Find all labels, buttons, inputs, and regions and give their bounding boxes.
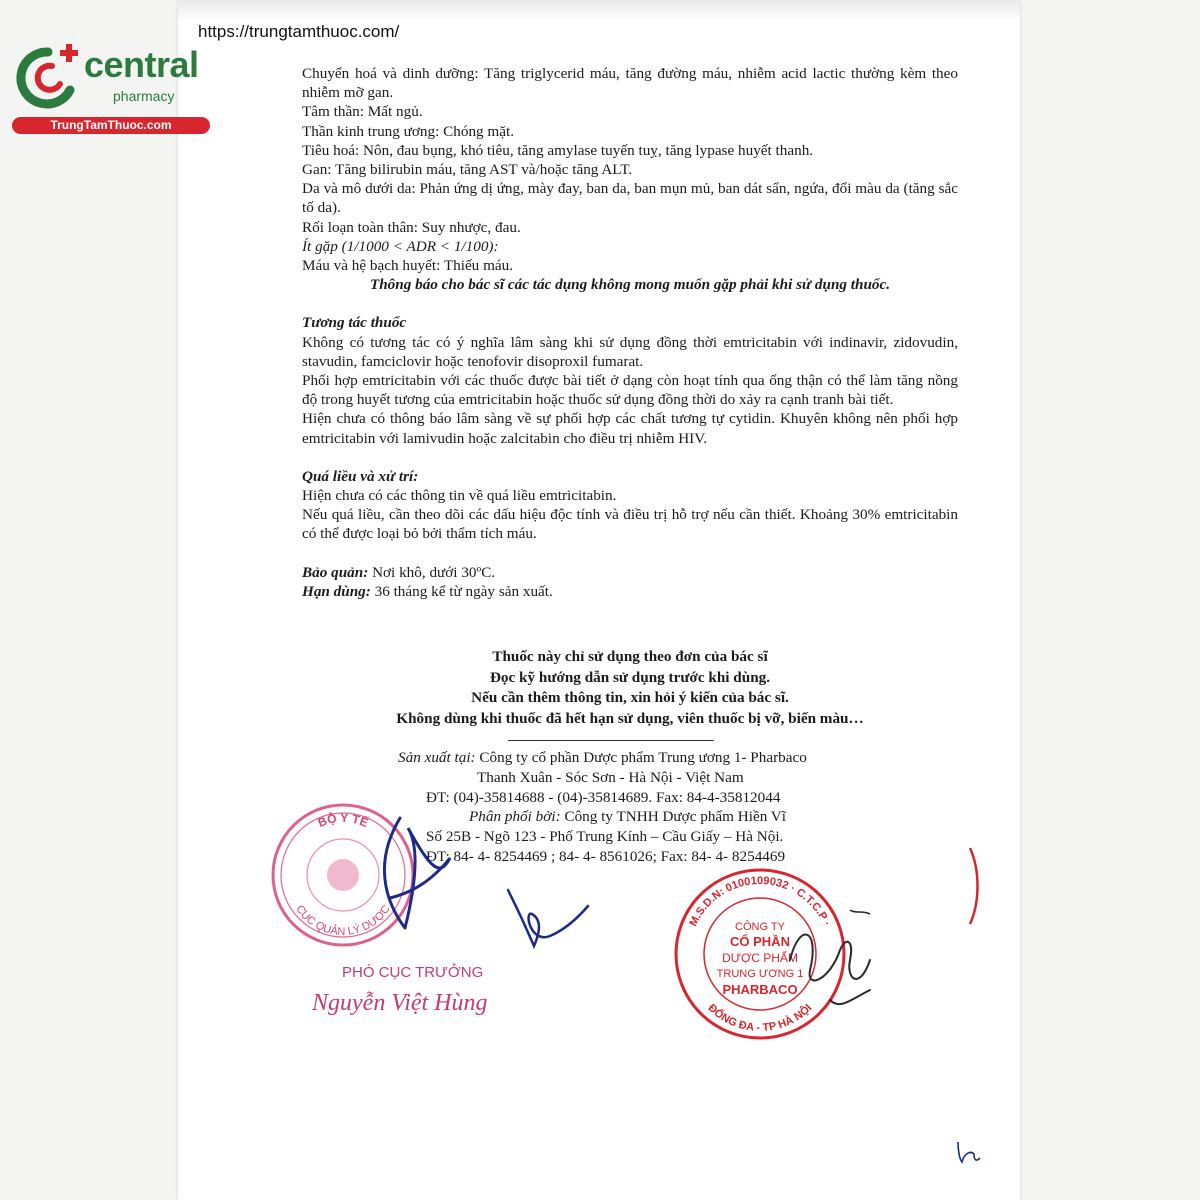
seal-top-text: BỘ Y TẾ (315, 810, 371, 830)
side-effect-psychiatric: Tâm thần: Mất ngủ. (302, 103, 423, 121)
logo-site-bar[interactable]: TrungTamThuoc.com (12, 117, 210, 134)
manufacturer-line (398, 748, 1054, 768)
interactions-p2: Phối hợp emtricitabin với các thuốc được bài tiết ở dạng còn hoạt tính qua ống thận có thể làm tăng nồng độ trong huyết tương của emtricitabin hoặc thuốc sử dụng đồng thời do xảy ra cạnh tranh bài tiết. (302, 372, 958, 409)
side-effect-metabolism: Chuyển hoá và dinh dưỡng: Tăng triglycerid máu, tăng đường máu, nhiễm acid lactic thường kèm theo nhiễm mỡ gan. (302, 65, 958, 102)
spacer (302, 294, 958, 313)
storage-line (302, 563, 958, 582)
warning-line: Đọc kỹ hướng dẫn sử dụng trước khi dùng. (489, 668, 771, 686)
overdose-p2: Nếu quá liều, cần theo dõi các dấu hiệu độc tính và điều trị hỗ trợ nếu cần thiết. Khoảng 30% emtricitabin có thể được loại bỏ bởi thẩm tích máu. (302, 506, 958, 543)
seal-bottom-text: CỤC QUẢN LÝ DƯỢC (293, 903, 393, 939)
manufacturer-address: Thanh Xuân - Sóc Sơn - Hà Nội - Việt Nam (477, 768, 744, 786)
storage-value: Nơi khô, dưới 30ºC. (368, 563, 496, 581)
warning-line: Không dùng khi thuốc đã hết hạn sử dụng, viên thuốc bị vỡ, biến màu… (396, 709, 864, 727)
manufacturer-phone: ĐT: (04)-35814688 - (04)-35814689. Fax: 84-4-35812044 (426, 788, 781, 806)
document-body (302, 64, 958, 601)
initials-scribble-icon (502, 884, 592, 954)
distributor-phone: ĐT: 84- 4- 8254469 ; 84- 4- 8561026; Fax: 84- 4- 8254469 (426, 847, 786, 865)
side-effect-liver: Gan: Tăng bilirubin máu, tăng AST và/hoặc tăng ALT. (302, 161, 633, 179)
signature-name: Nguyễn Việt Hùng (312, 990, 488, 1016)
partial-seal-icon (966, 846, 986, 926)
side-effect-digestive: Tiêu hoá: Nôn, đau bụng, khó tiêu, tăng amylase tuyến tuỵ, tăng lypase huyết thanh. (302, 141, 814, 159)
signature-scribble-icon (360, 808, 460, 938)
manufacturer-label: Sản xuất tại: (398, 749, 476, 766)
side-effect-skin: Da và mô dưới da: Phản ứng dị ứng, mày đay, ban da, ban mụn mủ, ban dát sẩn, ngứa, đổi màu da (tăng sắc tố da). (302, 180, 958, 217)
side-effect-blood: Máu và hệ bạch huyết: Thiếu máu. (302, 257, 514, 275)
spacer (302, 544, 958, 563)
logo-wordmark: central (84, 44, 199, 85)
side-effect-cns: Thần kinh trung ương: Chóng mặt. (302, 122, 514, 140)
seal-line: TRUNG ƯƠNG 1 (716, 968, 804, 980)
rare-heading: Ít gặp (1/1000 < ADR < 1/100): (302, 237, 499, 255)
seal-ring-text: M.S.D.N: 0100109032 · C.T.C.P · (687, 874, 833, 929)
distributor-line (469, 807, 1125, 827)
seal-line: CÔNG TY (735, 921, 785, 933)
storage-label: Bảo quản: (302, 563, 369, 581)
seal-line: CỔ PHẦN (730, 934, 790, 949)
warning-line: Thuốc này chỉ sử dụng theo đơn của bác sĩ (492, 648, 768, 665)
page-mark-icon (954, 1138, 984, 1168)
interactions-heading: Tương tác thuốc (302, 314, 407, 332)
distributor-label: Phân phối bởi: (469, 808, 561, 826)
adr-notice: Thông báo cho bác sĩ các tác dụng không mong muốn gặp phải khi sử dụng thuốc. (369, 276, 891, 294)
seal-ring-bottom-text: ĐỐNG ĐA - TP HÀ NỘI (705, 1002, 815, 1035)
interactions-p1: Không có tương tác có ý nghĩa lâm sàng khi sử dụng đồng thời emtricitabin với indinavir, zidovudin, stavudin, famciclovir hoặc tenofovir disoproxil fumarat. (302, 333, 958, 370)
spacer (302, 448, 958, 467)
distributor-name: Công ty TNHH Dược phẩm Hiền Vĩ (560, 808, 786, 826)
expiry-line (302, 582, 958, 601)
seal-line: PHARBACO (722, 982, 798, 997)
divider (508, 740, 714, 741)
distributor-address: Số 25B - Ngõ 123 - Phố Trung Kính – Cầu Giấy – Hà Nội. (426, 828, 784, 846)
overdose-heading: Quá liều và xử trí: (302, 467, 419, 485)
expiry-label: Hạn dùng: (302, 582, 371, 600)
side-effect-general: Rối loạn toàn thân: Suy nhược, đau. (302, 218, 521, 236)
interactions-p3: Hiện chưa có thông báo lâm sàng về sự phối hợp các chất tương tự cytidin. Khuyên không nên phối hợp emtricitabin với lamivudin hoặc zalcitabin cho điều trị nhiễm HIV. (302, 410, 958, 447)
watermark-url[interactable]: https://trungtamthuoc.com/ (198, 22, 400, 41)
sheet-top-edge (178, 0, 1020, 22)
usage-warnings (302, 647, 958, 729)
seal-line: DƯỢC PHẨM (722, 951, 798, 965)
manufacturer-name: Công ty cổ phần Dược phẩm Trung ương 1- Pharbaco (475, 749, 807, 766)
logo-subtitle: pharmacy (113, 88, 175, 104)
director-signature-icon (770, 900, 890, 1020)
warning-line: Nếu cần thêm thông tin, xin hỏi ý kiến của bác sĩ. (471, 689, 789, 706)
expiry-value: 36 tháng kể từ ngày sản xuất. (370, 582, 553, 600)
signature-title: PHÓ CỤC TRƯỞNG (342, 964, 484, 981)
overdose-p1: Hiện chưa có các thông tin về quá liều emtricitabin. (302, 487, 617, 505)
